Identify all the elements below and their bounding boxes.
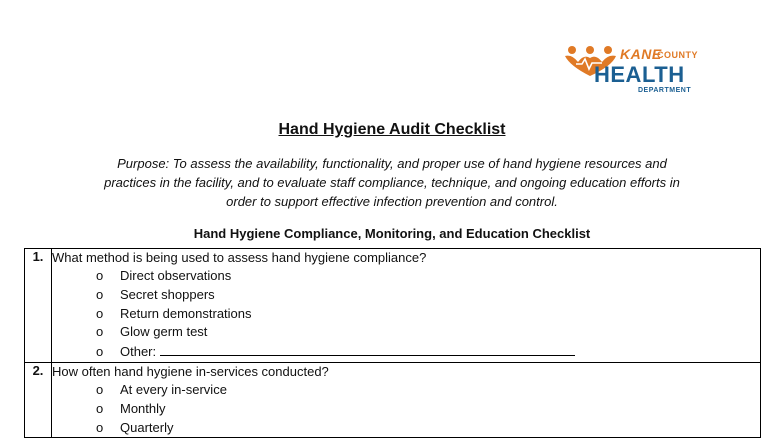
table-row — [25, 362, 761, 437]
list-item — [96, 286, 760, 305]
option-label: Other: — [120, 344, 157, 360]
logo-kane-text: KANE — [620, 46, 662, 62]
logo-county-text: COUNTY — [657, 50, 698, 60]
list-item — [96, 342, 760, 362]
other-blank-line[interactable] — [160, 342, 575, 356]
bullet-icon: o — [96, 381, 104, 397]
list-item — [96, 267, 760, 286]
list-item — [96, 323, 760, 342]
question-number: 1. — [25, 249, 52, 363]
list-item — [96, 400, 760, 419]
question-number: 2. — [25, 362, 52, 437]
option-list — [52, 381, 760, 437]
table-row — [25, 249, 761, 363]
list-item — [96, 305, 760, 324]
checklist-table — [24, 248, 761, 438]
option-label: Quarterly — [120, 419, 174, 435]
bullet-icon: o — [96, 286, 104, 302]
list-item — [96, 381, 760, 400]
option-label: At every in-service — [120, 381, 227, 397]
logo-health-text: HEALTH — [594, 62, 685, 87]
question-cell — [52, 249, 761, 363]
bullet-icon: o — [96, 400, 104, 416]
logo-department-text: DEPARTMENT — [638, 87, 692, 94]
bullet-icon: o — [96, 419, 104, 435]
bullet-icon: o — [96, 344, 104, 360]
bullet-icon: o — [96, 324, 104, 340]
purpose-statement: Purpose: To assess the availability, functionality, and proper use of hand hygiene resources and practices in the facility, and to evaluate staff compliance, technique, and ongoing education efforts in order to support effective infection prevention and control. — [104, 156, 680, 209]
question-text: How often hand hygiene in-services conducted? — [52, 363, 329, 379]
option-label: Direct observations — [120, 268, 232, 283]
option-label: Secret shoppers — [120, 286, 215, 302]
question-text: What method is being used to assess hand hygiene compliance? — [52, 250, 427, 265]
option-label: Return demonstrations — [120, 305, 252, 321]
bullet-icon: o — [96, 305, 104, 321]
question-cell — [52, 362, 761, 437]
page-title: Hand Hygiene Audit Checklist — [278, 121, 506, 138]
checklist-subtitle: Hand Hygiene Compliance, Monitoring, and Education Checklist — [193, 226, 591, 241]
list-item — [96, 419, 760, 438]
kane-county-health-logo — [562, 44, 702, 104]
bullet-icon: o — [96, 268, 104, 283]
option-label: Monthly — [120, 400, 166, 416]
option-list — [52, 267, 760, 362]
option-label: Glow germ test — [120, 324, 208, 340]
